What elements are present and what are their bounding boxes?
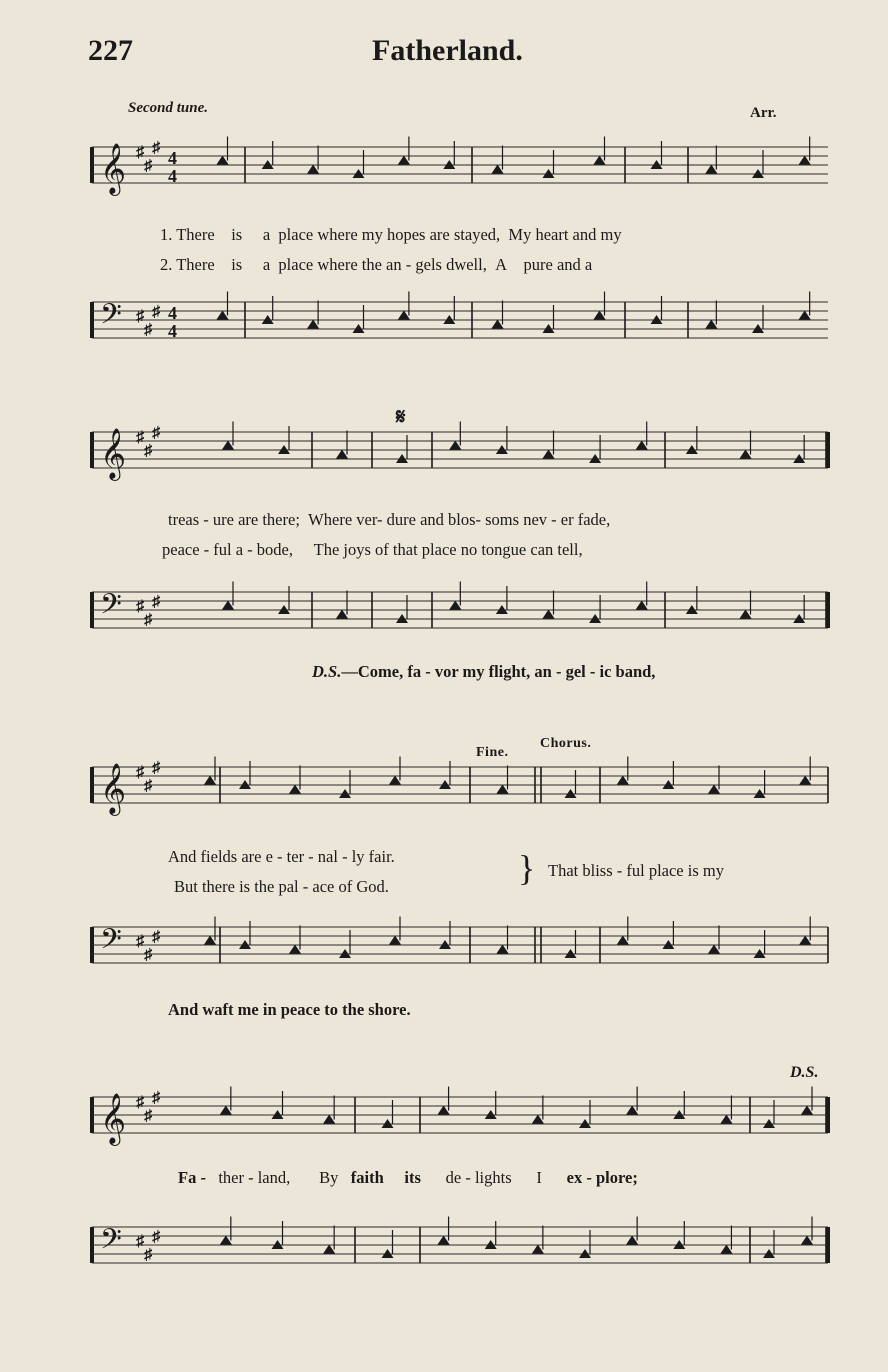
- sharp-icon: ♯: [144, 1246, 152, 1264]
- note-head-icon: [799, 311, 811, 320]
- note-head-icon: [799, 776, 811, 785]
- system-4-bass-staff: [0, 1215, 888, 1300]
- time-signature-bottom: 4: [168, 166, 177, 186]
- note-head-icon: [222, 441, 234, 450]
- verse2-line-2: peace - ful a - bode, The joys of that place no tongue can tell,: [162, 540, 583, 559]
- note-head-icon: [705, 165, 717, 174]
- note-head-icon: [307, 320, 319, 329]
- sharp-icon: ♯: [152, 1228, 160, 1246]
- sharp-icon: ♯: [152, 139, 160, 157]
- note-head-icon: [389, 936, 401, 945]
- note-head-icon: [492, 165, 504, 174]
- note-head-icon: [636, 601, 648, 610]
- sharp-icon: ♯: [144, 1107, 152, 1125]
- sharp-icon: ♯: [136, 598, 144, 615]
- note-head-icon: [705, 320, 717, 329]
- ds-lyric-line-1: D.S.—Come, fa - vor my flight, an - gel - ic band,: [312, 662, 656, 681]
- note-head-icon: [289, 945, 301, 954]
- verse1-line-3: And fields are e - ter - nal - ly fair.: [168, 847, 395, 866]
- system-3-treble-staff: [0, 755, 888, 835]
- note-head-icon: [398, 156, 410, 165]
- system-1-bass-staff: [0, 290, 888, 380]
- note-head-icon: [532, 1115, 544, 1124]
- verse2-line-3: But there is the pal - ace of God.: [174, 877, 389, 896]
- verse1-line-1: 1. There is a place where my hopes are stayed, My heart and my: [160, 225, 622, 244]
- note-head-icon: [204, 936, 216, 945]
- note-head-icon: [594, 156, 606, 165]
- system-3-bass-staff: [0, 915, 888, 990]
- sharp-icon: ♯: [136, 308, 144, 325]
- note-head-icon: [336, 610, 348, 619]
- note-head-icon: [336, 450, 348, 459]
- note-head-icon: [307, 165, 319, 174]
- note-head-icon: [323, 1115, 335, 1124]
- sharp-icon: ♯: [136, 1094, 144, 1111]
- sharp-icon: ♯: [144, 321, 152, 339]
- tune-label: Second tune.: [128, 100, 209, 116]
- sharp-icon: ♯: [152, 593, 160, 611]
- sharp-icon: ♯: [152, 928, 160, 946]
- time-signature-top: 4: [168, 148, 177, 168]
- sharp-icon: ♯: [144, 946, 152, 964]
- note-head-icon: [636, 441, 648, 450]
- note-head-icon: [740, 450, 752, 459]
- page-title: Fatherland.: [372, 34, 523, 67]
- note-head-icon: [438, 1106, 450, 1115]
- system-2-bass-staff: [0, 580, 888, 665]
- note-head-icon: [497, 785, 509, 794]
- note-head-icon: [720, 1245, 732, 1254]
- note-head-icon: [801, 1236, 813, 1245]
- sharp-icon: ♯: [144, 777, 152, 795]
- ds-lyric-line-2: And waft me in peace to the shore.: [168, 1000, 411, 1019]
- note-head-icon: [220, 1106, 232, 1115]
- segno-icon: 𝄋: [396, 404, 406, 429]
- sharp-icon: ♯: [152, 424, 160, 442]
- treble-clef-icon: 𝄞: [100, 144, 127, 193]
- chorus-lyric-line-1: That bliss - ful place is my: [548, 861, 724, 880]
- note-head-icon: [217, 156, 229, 165]
- note-head-icon: [740, 610, 752, 619]
- sharp-icon: ♯: [144, 442, 152, 460]
- note-head-icon: [492, 320, 504, 329]
- bass-clef-icon: 𝄢: [100, 925, 122, 962]
- ds-mark: D.S.: [790, 1064, 819, 1081]
- note-head-icon: [449, 601, 461, 610]
- note-head-icon: [799, 156, 811, 165]
- note-head-icon: [720, 1115, 732, 1124]
- treble-clef-icon: 𝄞: [100, 1094, 127, 1143]
- chorus-mark: Chorus.: [540, 736, 592, 751]
- note-head-icon: [217, 311, 229, 320]
- chorus-lyric-line-2: Fa - ther - land, By faith its de - lights I ex - plore;: [178, 1168, 638, 1187]
- sharp-icon: ♯: [144, 157, 152, 175]
- note-head-icon: [449, 441, 461, 450]
- note-head-icon: [289, 785, 301, 794]
- note-head-icon: [438, 1236, 450, 1245]
- note-head-icon: [532, 1245, 544, 1254]
- note-head-icon: [617, 776, 629, 785]
- note-head-icon: [626, 1236, 638, 1245]
- note-head-icon: [222, 601, 234, 610]
- note-head-icon: [799, 936, 811, 945]
- note-head-icon: [594, 311, 606, 320]
- system-2-treble-staff: [0, 420, 888, 500]
- verse1-line-2: treas - ure are there; Where ver- dure and blos- soms nev - er fade,: [168, 510, 611, 529]
- note-head-icon: [323, 1245, 335, 1254]
- verse-brace: }: [518, 848, 536, 888]
- note-head-icon: [543, 610, 555, 619]
- sharp-icon: ♯: [152, 303, 160, 321]
- time-signature-bottom: 4: [168, 321, 177, 341]
- sharp-icon: ♯: [136, 764, 144, 781]
- sharp-icon: ♯: [152, 1089, 160, 1107]
- system-4-treble-staff: [0, 1085, 888, 1165]
- verse2-line-1: 2. There is a place where the an - gels dwell, A pure and a: [160, 255, 593, 274]
- bass-clef-icon: 𝄢: [100, 590, 122, 627]
- sharp-icon: ♯: [136, 429, 144, 446]
- note-head-icon: [543, 450, 555, 459]
- treble-clef-icon: 𝄞: [100, 429, 127, 478]
- system-1-treble-staff: [0, 135, 888, 215]
- note-head-icon: [617, 936, 629, 945]
- sharp-icon: ♯: [136, 144, 144, 161]
- note-head-icon: [389, 776, 401, 785]
- note-head-icon: [497, 945, 509, 954]
- note-head-icon: [801, 1106, 813, 1115]
- sharp-icon: ♯: [136, 933, 144, 950]
- arranger-label: Arr.: [750, 105, 777, 121]
- note-head-icon: [220, 1236, 232, 1245]
- page-number: 227: [88, 34, 133, 67]
- sharp-icon: ♯: [152, 759, 160, 777]
- treble-clef-icon: 𝄞: [100, 764, 127, 813]
- sharp-icon: ♯: [144, 611, 152, 629]
- bass-clef-icon: 𝄢: [100, 300, 122, 337]
- note-head-icon: [398, 311, 410, 320]
- time-signature-top: 4: [168, 303, 177, 323]
- note-head-icon: [708, 785, 720, 794]
- note-head-icon: [204, 776, 216, 785]
- bass-clef-icon: 𝄢: [100, 1225, 122, 1262]
- fine-mark: Fine.: [476, 745, 509, 760]
- note-head-icon: [708, 945, 720, 954]
- sharp-icon: ♯: [136, 1233, 144, 1250]
- note-head-icon: [626, 1106, 638, 1115]
